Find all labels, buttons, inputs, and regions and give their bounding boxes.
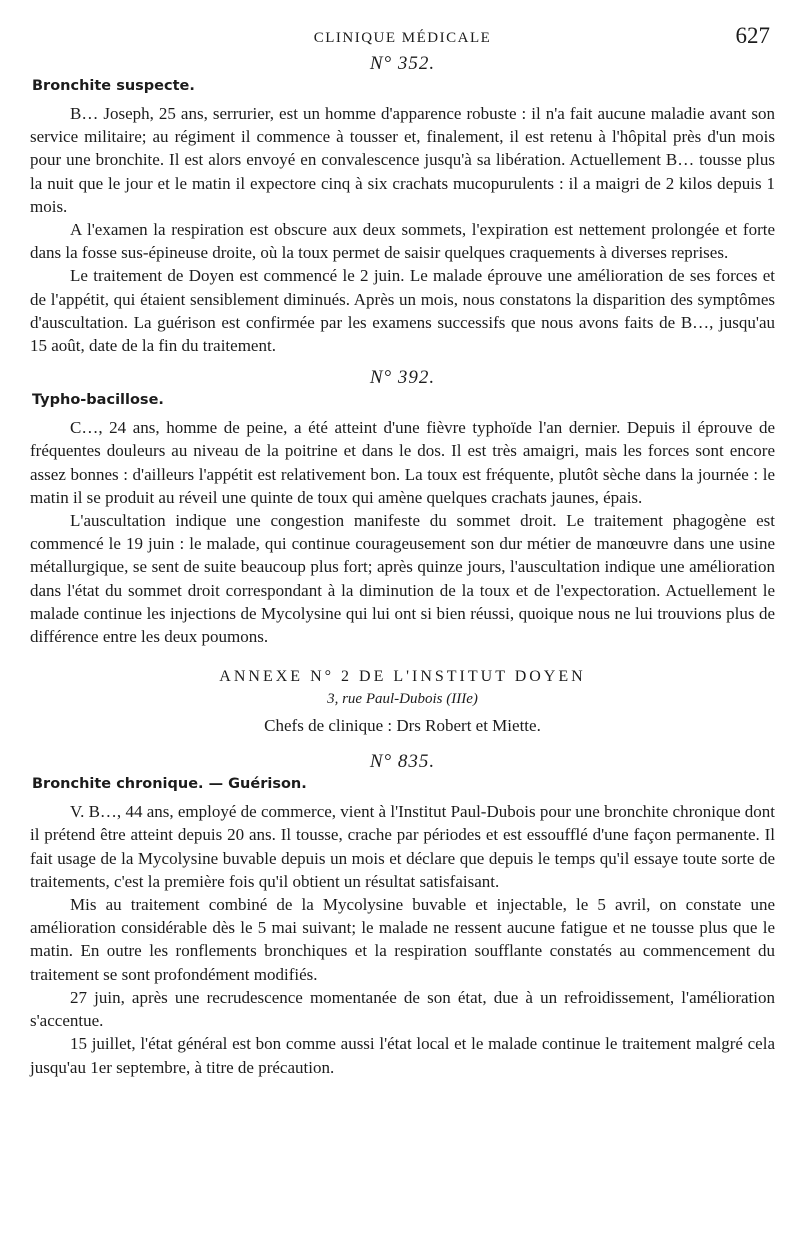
case-heading: Bronchite chronique. — Guérison. — [32, 776, 307, 793]
case-352 — [30, 52, 775, 357]
case-paragraph: C…, 24 ans, homme de peine, a été atteint d'une fièvre typhoïde l'an dernier. Depuis il éprouve de fréquentes douleurs au niveau de la poitrine et dans le dos. Il est très amaigri, mais les forces sont encore assez bonnes : d'ailleurs l'appétit est relativement bon. La toux est fréquente, plutôt sèche dans la journée : le matin il se produit au réveil une quinte de toux qui amène quelques crachats jaunes, épais. — [30, 418, 775, 507]
case-number: N° 392. — [369, 367, 436, 389]
annex-chefs: Chefs de clinique : Drs Robert et Miette. — [264, 716, 541, 736]
case-835 — [30, 750, 775, 1078]
case-number: N° 835. — [369, 751, 436, 773]
case-heading: Bronchite suspecte. — [32, 78, 195, 94]
annex-header — [30, 666, 775, 738]
running-header — [30, 18, 775, 52]
case-paragraph: 27 juin, après une recrudescence momentanée de son état, due à un refroidissement, l'amélioration s'accentue. — [30, 987, 775, 1031]
case-paragraph: 15 juillet, l'état général est bon comme aussi l'état local et le malade continue le traitement malgré cela jusqu'au 1er septembre, à titre de précaution. — [30, 1034, 775, 1077]
document-page — [30, 18, 775, 1079]
case-paragraph: B… Joseph, 25 ans, serrurier, est un homme d'apparence robuste : il n'a fait aucune maladie avant son service militaire; au régiment il commence à tousser et, finalement, il est retenu à l'hôpital près d'un mois pour une bronchite. Il est alors envoyé en convalescence jusqu'à sa libération. Actuellement B… tousse plus la nuit que le jour et le matin il expectore cinq à six crachats mucopurulents : il a maigri de 2 kilos depuis 1 mois. — [30, 104, 775, 216]
case-paragraph: A l'examen la respiration est obscure aux deux sommets, l'expiration est nettement prolongée et forte dans la fosse sus-épineuse droite, où la toux permet de saisir quelques craquements à diverses reprises. — [30, 220, 775, 263]
case-392 — [30, 366, 775, 648]
case-paragraph: L'auscultation indique une congestion manifeste du sommet droit. Le traitement phagogène est commencé le 19 juin : le malade, qui continue courageusement son dur métier de manœuvre dans une usine métallurgique, se sent de suite beaucoup plus fort; après quinze jours, l'auscultation indique une amélioration dans l'état du sommet droit correspondant à la diminution de la toux et de l'expectoration. Actuellement le malade continue les injections de Mycolysine qui lui ont si bien réussi, quoique nous ne lui trouvions plus de différence entre les deux poumons. — [30, 511, 775, 647]
case-paragraph: V. B…, 44 ans, employé de commerce, vient à l'Institut Paul-Dubois pour une bronchite chronique dont il prétend être atteint depuis 20 ans. Il tousse, crache par périodes et est essoufflé d'une façon permanente. Il fait usage de la Mycolysine buvable depuis un mois et déclare que depuis le temps qu'il essaye toute sorte de traitements, c'est la première fois qu'il obtient un résultat satisfaisant. — [30, 802, 775, 891]
annex-address: 3, rue Paul-Dubois (IIIe) — [327, 691, 478, 708]
running-title: CLINIQUE MÉDICALE — [313, 30, 492, 46]
case-paragraph: Mis au traitement combiné de la Mycolysine buvable et injectable, le 5 avril, on constate une amélioration considérable dès le 5 mai suivant; le malade ne ressent aucune fatigue et ne tousse plus que le matin. En outre les ronflements bronchiques et la respiration soufflante constatés au commencement du traitement se sont profondément modifiés. — [30, 895, 775, 984]
case-paragraph: Le traitement de Doyen est commencé le 2 juin. Le malade éprouve une amélioration de ses forces et de l'appétit, qui étaient sensiblement diminués. Après un mois, nous constatons la disparition des symptômes d'auscultation. La guérison est confirmée par les examens successifs que nous avons faits de B…, jusqu'au 15 août, date de la fin du traitement. — [30, 266, 775, 356]
case-number: N° 352. — [369, 53, 436, 74]
case-heading: Typho-bacillose. — [32, 392, 164, 409]
annex-title: ANNEXE N° 2 DE L'INSTITUT DOYEN — [219, 668, 586, 686]
page-number: 627 — [735, 23, 770, 48]
